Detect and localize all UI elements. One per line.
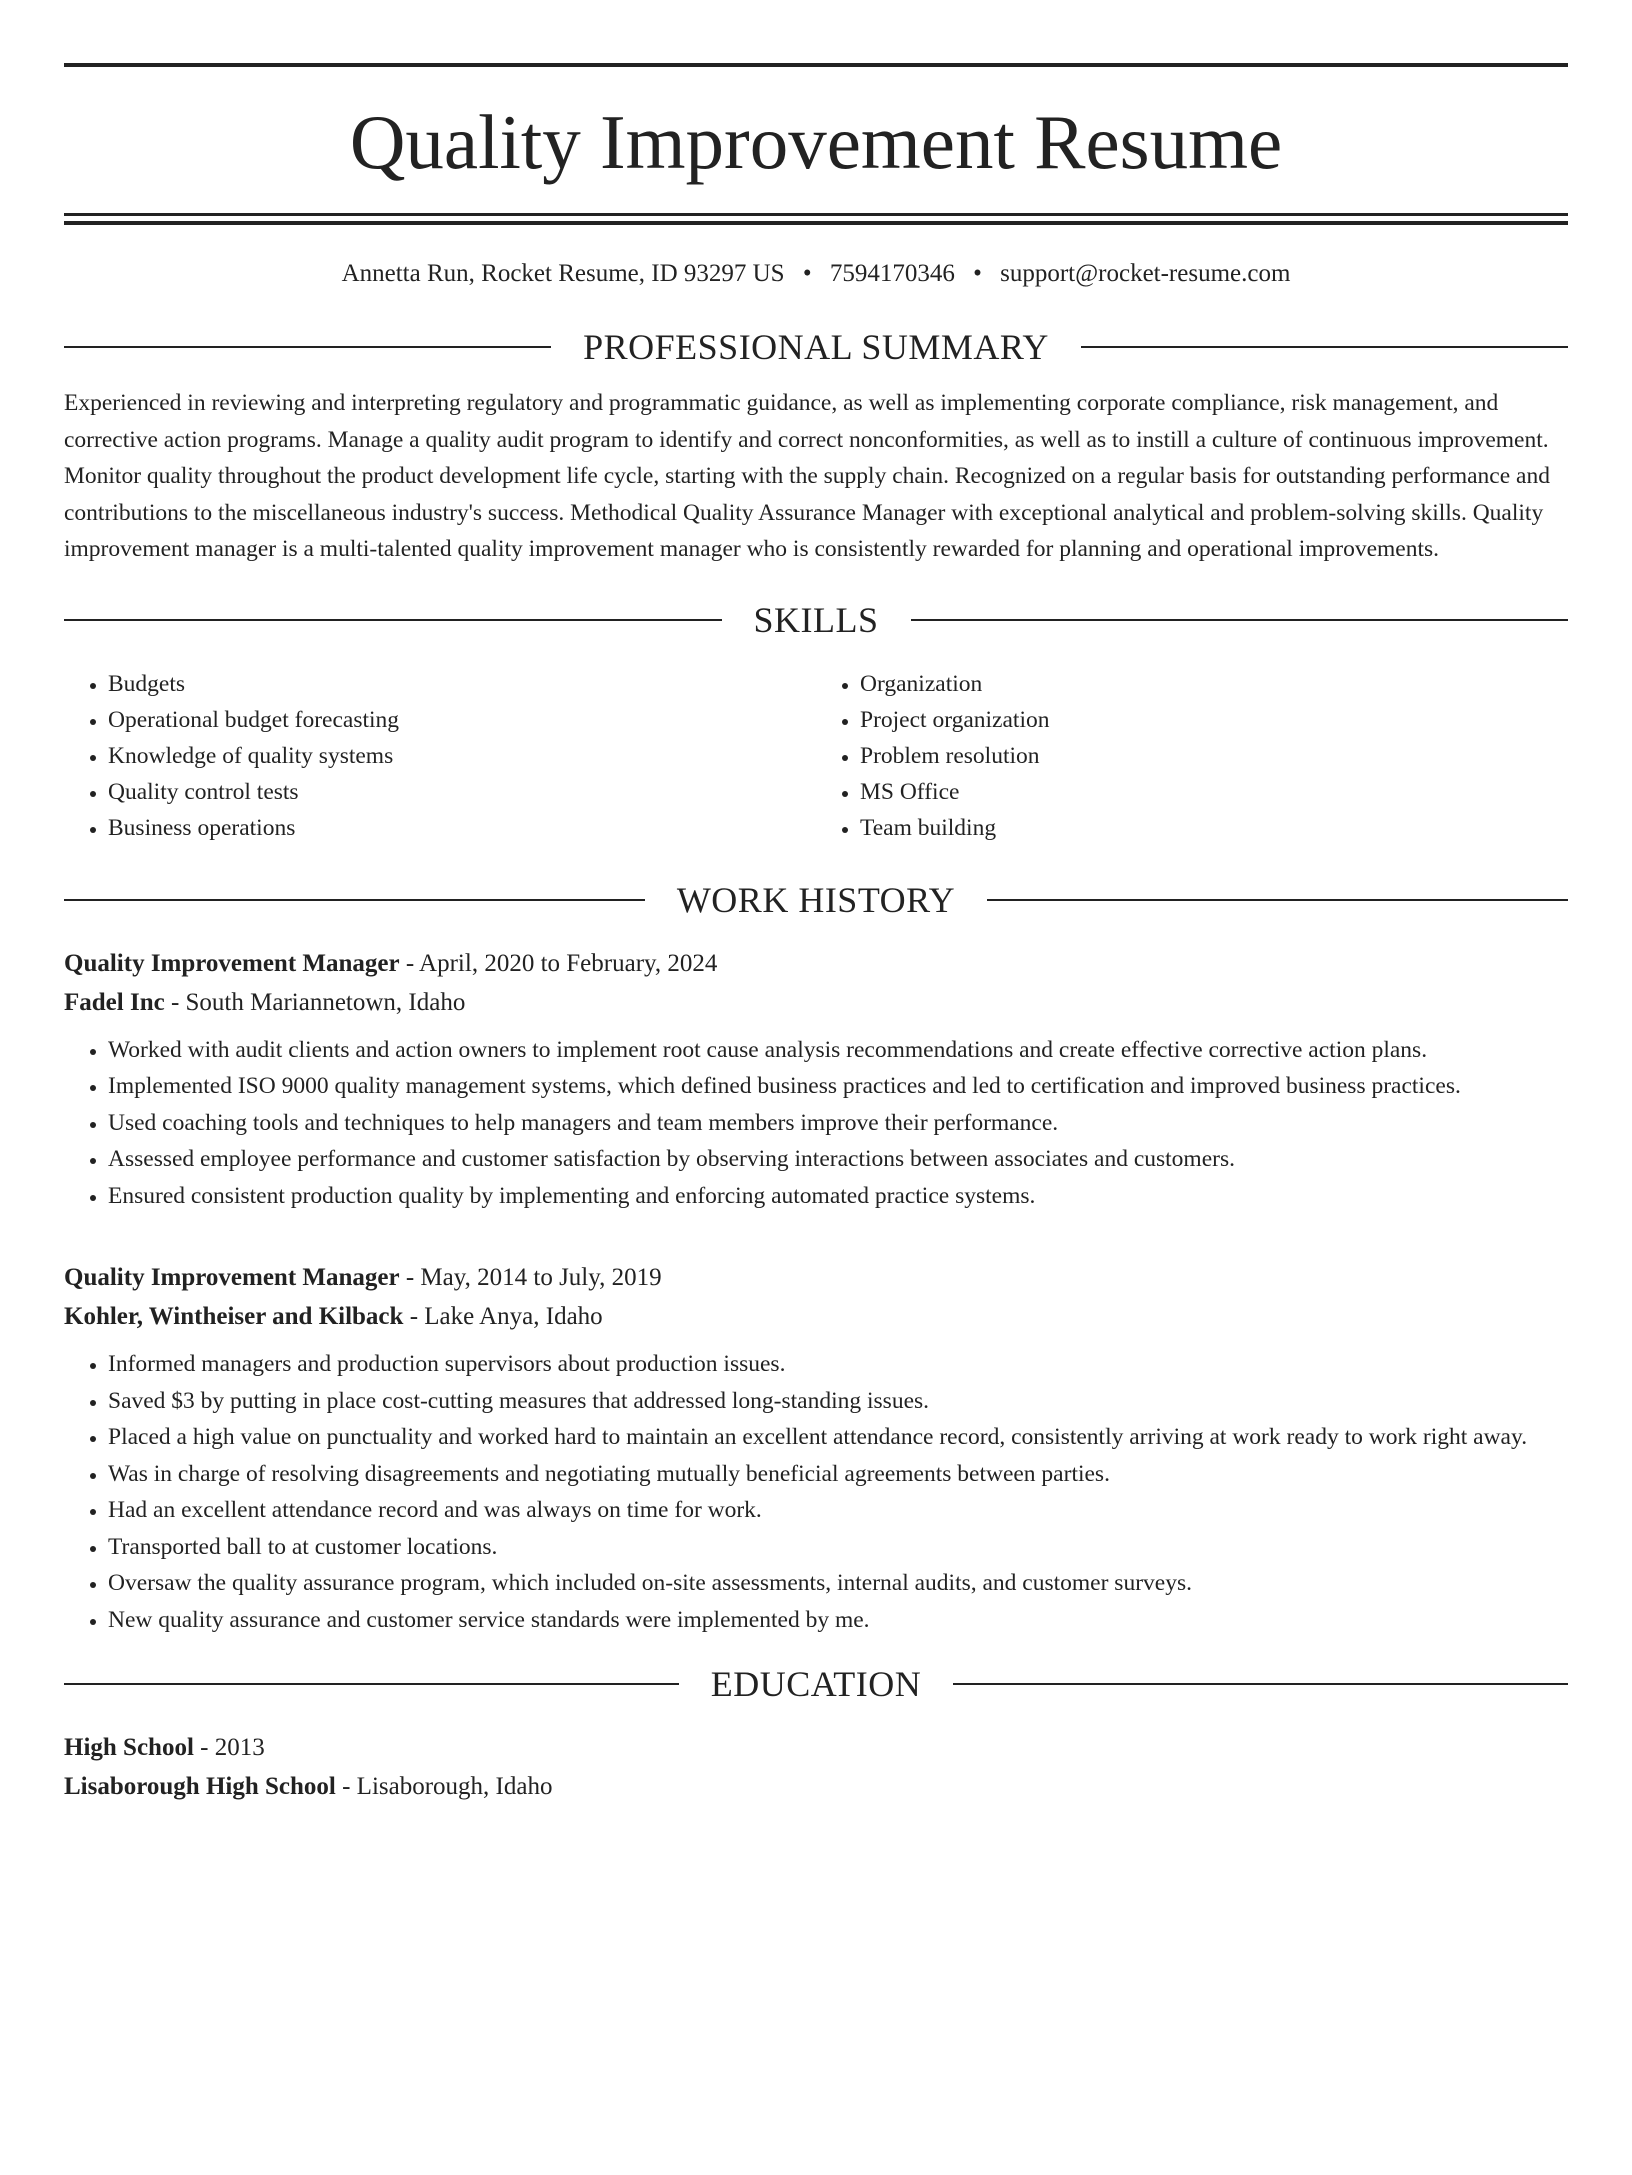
skill-item: • Knowledge of quality systems [108, 738, 816, 774]
job-title-line [64, 944, 1568, 983]
skill-item: • MS Office [860, 774, 1568, 810]
heading-rule-right [911, 619, 1569, 621]
resume-title: Quality Improvement Resume [349, 99, 1283, 185]
education-location: - Lisaborough, Idaho [335, 1773, 553, 1800]
summary-text: Experienced in reviewing and interpreting regulatory and programmatic guidance, as well as implementing corporate compliance, risk management, and corrective action programs. Manage a quality audit program to identify and correct nonconformities, as well as to instill a culture of continuous improvement. Monitor quality throughout the product development life cycle, starting with the supply chain. Recognized on a regular basis for outstanding performance and contributions to the miscellaneous industry's success. Methodical Quality Assurance Manager with exceptional analytical and problem-solving skills. Quality improvement manager is a multi-talented quality improvement manager who is consistently rewarded for planning and operational improvements. [64, 390, 1550, 562]
skill-item: • Quality control tests [108, 774, 816, 810]
heading-rule-left [64, 619, 722, 621]
job-bullets [64, 1032, 1568, 1215]
section-heading-skills [64, 600, 1568, 640]
job-title: Quality Improvement Manager [64, 1264, 400, 1291]
heading-rule-right [953, 1683, 1568, 1685]
job-location: - Lake Anya, Idaho [403, 1303, 603, 1330]
section-title: EDUCATION [710, 1664, 922, 1704]
job-bullets [64, 1346, 1568, 1638]
job-entry [64, 1258, 1568, 1638]
job-dates: - April, 2020 to February, 2024 [399, 949, 718, 977]
job-company: Kohler, Wintheiser and Kilback [64, 1303, 404, 1330]
job-company: Fadel Inc [64, 988, 165, 1016]
education-school-line [64, 1767, 1568, 1806]
section-heading-summary [64, 327, 1568, 367]
heading-rule-right [987, 899, 1568, 901]
job-location: - South Mariannetown, Idaho [164, 988, 466, 1016]
top-rule [64, 63, 1568, 67]
skill-item: • Team building [860, 810, 1568, 846]
job-bullet: • Assessed employee performance and customer satisfaction by observing interactions between associates and customers. [108, 1141, 1568, 1178]
job-bullet: • Transported ball to at customer locations. [108, 1529, 1568, 1566]
education-year: - 2013 [193, 1734, 265, 1761]
job-bullet: • Ensured consistent production quality by implementing and enforcing automated practice systems. [108, 1178, 1568, 1215]
skill-item: • Problem resolution [860, 738, 1568, 774]
job-bullet: • New quality assurance and customer service standards were implemented by me. [108, 1602, 1568, 1639]
job-bullet: • Used coaching tools and techniques to help managers and team members improve their performance. [108, 1105, 1568, 1142]
job-bullet: • Placed a high value on punctuality and worked hard to maintain an excellent attendance record, consistently arriving at work ready to work right away. [108, 1419, 1568, 1456]
job-dates: - May, 2014 to July, 2019 [399, 1264, 662, 1291]
job-bullet: • Had an excellent attendance record and was always on time for work. [108, 1492, 1568, 1529]
title-double-rule [64, 213, 1568, 225]
section-heading-education [64, 1664, 1568, 1704]
job-bullet: • Saved $3 by putting in place cost-cutting measures that addressed long-standing issues. [108, 1383, 1568, 1420]
education-degree-line [64, 1728, 1568, 1767]
contact-address: Annetta Run, Rocket Resume, ID 93297 US [341, 260, 785, 287]
skill-item: • Project organization [860, 702, 1568, 738]
heading-rule-right [1081, 346, 1568, 348]
section-heading-work [64, 880, 1568, 920]
skill-item: • Organization [860, 666, 1568, 702]
resume-page [0, 63, 1632, 2175]
job-bullet: • Implemented ISO 9000 quality management systems, which defined business practices and led to certification and improved business practices. [108, 1068, 1568, 1105]
heading-rule-left [64, 346, 551, 348]
skill-item: • Business operations [108, 810, 816, 846]
education-degree: High School [64, 1734, 194, 1761]
job-bullet: • Informed managers and production supervisors about production issues. [108, 1346, 1568, 1383]
skills-list-left [64, 666, 816, 846]
contact-line [64, 259, 1568, 289]
heading-rule-left [64, 899, 645, 901]
job-title: Quality Improvement Manager [64, 949, 400, 977]
skill-item: • Budgets [108, 666, 816, 702]
job-bullet: • Was in charge of resolving disagreements and negotiating mutually beneficial agreements between parties. [108, 1456, 1568, 1493]
skills-columns [64, 666, 1568, 846]
section-title: SKILLS [753, 599, 879, 640]
section-title: PROFESSIONAL SUMMARY [583, 327, 1049, 367]
heading-rule-left [64, 1683, 679, 1685]
job-bullet: • Worked with audit clients and action owners to implement root cause analysis recommendations and create effective corrective action plans. [108, 1032, 1568, 1069]
education-school: Lisaborough High School [64, 1773, 336, 1800]
contact-phone: 7594170346 [829, 260, 955, 287]
job-company-line [64, 983, 1568, 1022]
section-title: WORK HISTORY [676, 879, 956, 920]
contact-separator: • [973, 260, 982, 287]
job-company-line [64, 1297, 1568, 1336]
contact-separator: • [802, 260, 812, 287]
education-entry [64, 1728, 1568, 1806]
job-title-line [64, 1258, 1568, 1297]
job-entry [64, 944, 1568, 1215]
contact-email: support@rocket-resume.com [1000, 260, 1291, 287]
skills-list-right [816, 666, 1568, 846]
job-bullet: • Oversaw the quality assurance program, which included on-site assessments, internal audits, and customer surveys. [108, 1565, 1568, 1602]
skill-item: • Operational budget forecasting [108, 702, 816, 738]
